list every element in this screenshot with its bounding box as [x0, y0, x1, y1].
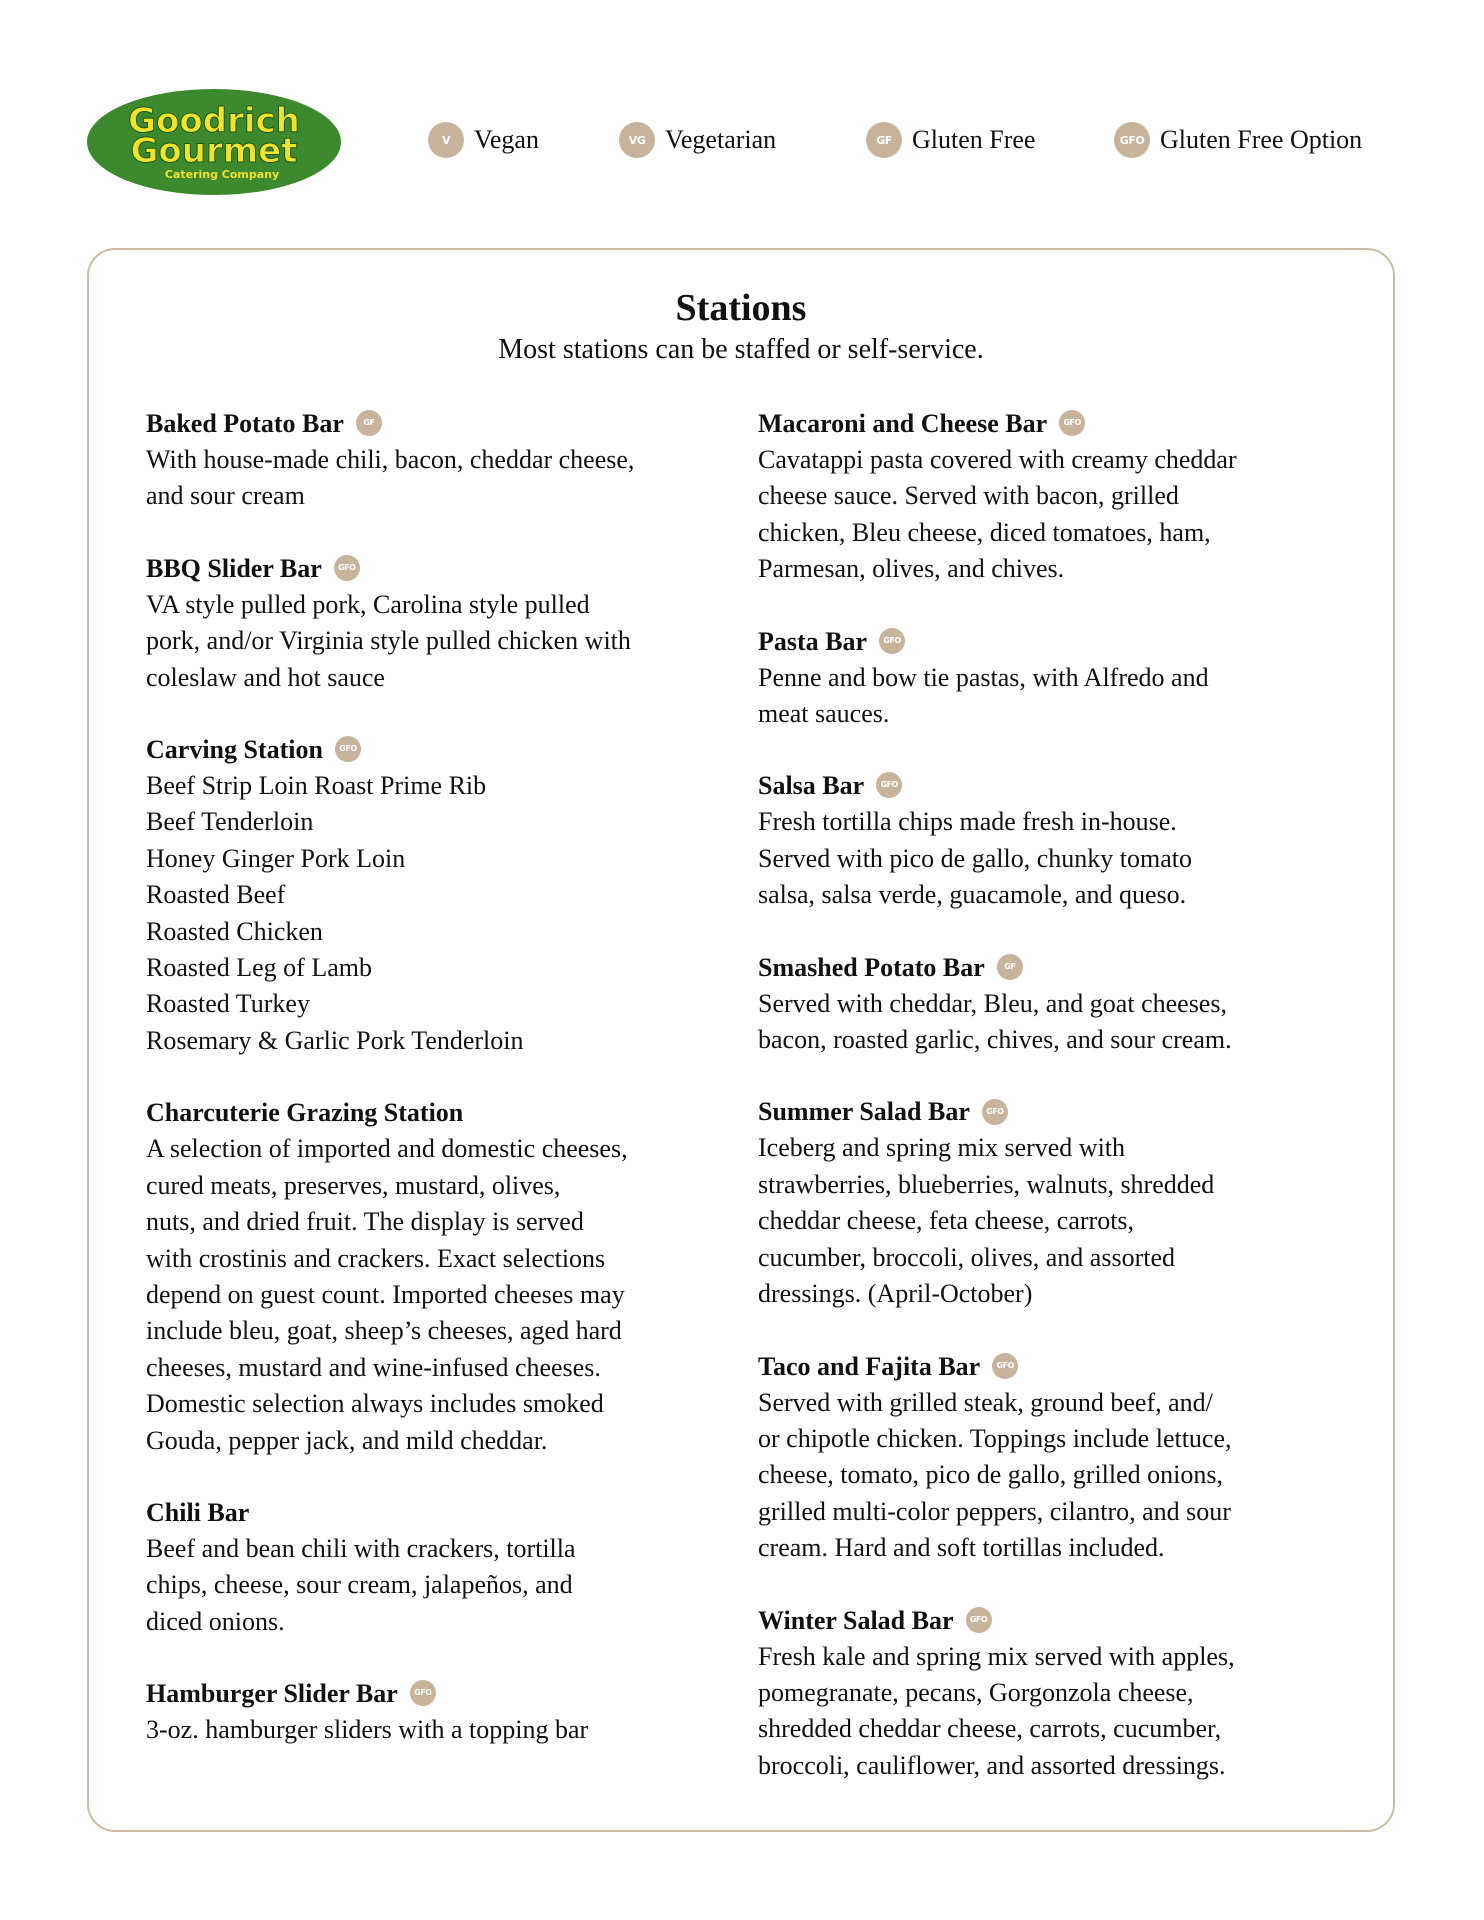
vegan-badge-icon: V	[428, 122, 464, 158]
station-title	[758, 950, 1348, 986]
station-title-text: BBQ Slider Bar	[146, 553, 322, 583]
station-description: Served with cheddar, Bleu, and goat cheeses, bacon, roasted garlic, chives, and sour cream.	[758, 988, 1232, 1055]
station-title-text: Pasta Bar	[758, 626, 868, 656]
gfo-badge-icon: GFO	[876, 772, 902, 798]
station-title	[758, 1094, 1348, 1130]
station-title-text: Charcuterie Grazing Station	[146, 1098, 464, 1128]
station-title	[146, 1676, 721, 1712]
station-title-text: Salsa Bar	[758, 771, 865, 801]
vegetarian-badge-icon: VG	[619, 122, 655, 158]
station-description: Iceberg and spring mix served with strawberries, blueberries, walnuts, shredded cheddar cheese, feta cheese, carrots, cucumber, broccoli, olives, and assorted dressings. (April-October)	[758, 1133, 1215, 1309]
gluten-free-option-badge-icon: GFO	[1114, 122, 1150, 158]
station-description: Fresh kale and spring mix served with apples, pomegranate, pecans, Gorgonzola cheese, shredded cheddar cheese, carrots, cucumber, broccoli, cauliflower, and assorted dressings.	[758, 1641, 1235, 1780]
station-winter-salad-bar	[758, 1603, 1348, 1785]
station-title	[146, 406, 721, 442]
station-description: Served with grilled steak, ground beef, and/ or chipotle chicken. Toppings include lettuce, cheese, tomato, pico de gallo, grilled onions, grilled multi-color peppers, cilantro, and sour cream. Hard and soft tortillas included.	[758, 1387, 1232, 1563]
logo-line2: Gourmet	[130, 131, 298, 171]
station-description: Fresh tortilla chips made fresh in-house. Served with pico de gallo, chunky tomato salsa, salsa verde, guacamole, and queso.	[758, 807, 1192, 910]
station-macaroni-and-cheese-bar	[758, 406, 1348, 588]
carving-item: Beef Tenderloin	[146, 807, 314, 837]
station-taco-and-fajita-bar	[758, 1349, 1348, 1567]
gfo-badge-icon: GFO	[879, 628, 905, 654]
carving-item: Honey Ginger Pork Loin	[146, 843, 406, 873]
station-title-text: Summer Salad Bar	[758, 1097, 970, 1127]
legend-item-gluten-free-option	[1114, 120, 1362, 160]
station-title	[146, 732, 721, 768]
station-smashed-potato-bar	[758, 950, 1348, 1059]
station-bbq-slider-bar	[146, 551, 721, 696]
station-title-text: Smashed Potato Bar	[758, 952, 985, 982]
station-summer-salad-bar	[758, 1094, 1348, 1312]
left-column	[146, 406, 721, 1785]
carving-item: Roasted Beef	[146, 880, 286, 910]
station-title	[758, 624, 1348, 660]
station-title-text: Hamburger Slider Bar	[146, 1679, 398, 1709]
dietary-legend	[0, 120, 1484, 160]
gf-badge-icon: GF	[997, 954, 1023, 980]
station-charcuterie-grazing-station	[146, 1095, 721, 1459]
station-description: A selection of imported and domestic cheeses, cured meats, preserves, mustard, olives, nuts, and dried fruit. The display is served with crostinis and crackers. Exact selections depend on guest count. Imported cheeses may include bleu, goat, sheep’s cheeses, aged hard cheeses, mustard and wine-infused cheeses. Domestic selection always includes smoked Gouda, pepper jack, and mild cheddar.	[146, 1134, 628, 1455]
station-title-text: Taco and Fajita Bar	[758, 1351, 981, 1381]
station-title	[758, 768, 1348, 804]
station-title	[758, 1349, 1348, 1385]
carving-item: Beef Strip Loin Roast Prime Rib	[146, 771, 487, 801]
legend-item-gluten-free	[866, 120, 1035, 160]
station-chili-bar	[146, 1495, 721, 1640]
station-description: Beef and bean chili with crackers, tortilla chips, cheese, sour cream, jalapeños, and diced onions.	[146, 1533, 576, 1636]
station-description: 3-oz. hamburger sliders with a topping bar	[146, 1715, 589, 1745]
legend-label: Gluten Free Option	[1160, 125, 1363, 154]
logo-line1: Goodrich	[128, 101, 300, 141]
station-title	[758, 1603, 1348, 1639]
gfo-badge-icon: GFO	[335, 736, 361, 762]
legend-label: Gluten Free	[912, 125, 1036, 154]
station-title-text: Winter Salad Bar	[758, 1605, 954, 1635]
station-salsa-bar	[758, 768, 1348, 913]
station-title	[146, 551, 721, 587]
gfo-badge-icon: GFO	[966, 1607, 992, 1633]
stations-card	[87, 248, 1395, 1832]
gluten-free-badge-icon: GF	[866, 122, 902, 158]
gfo-badge-icon: GFO	[410, 1680, 436, 1706]
gfo-badge-icon: GFO	[982, 1099, 1008, 1125]
legend-item-vegan	[428, 120, 539, 160]
gfo-badge-icon: GFO	[1059, 410, 1085, 436]
carving-item: Roasted Leg of Lamb	[146, 953, 372, 983]
carving-item: Roasted Turkey	[146, 989, 310, 1019]
station-title-text: Chili Bar	[146, 1497, 250, 1527]
station-title	[758, 406, 1348, 442]
station-title-text: Baked Potato Bar	[146, 409, 344, 438]
gfo-badge-icon: GFO	[992, 1353, 1018, 1379]
station-baked-potato-bar	[146, 406, 721, 515]
station-title	[146, 1495, 721, 1531]
station-pasta-bar	[758, 624, 1348, 733]
station-title-text: Carving Station	[146, 735, 323, 765]
station-description: With house-made chili, bacon, cheddar cheese, and sour cream	[146, 445, 635, 511]
page-title: Stations	[675, 287, 807, 329]
station-description: Cavatappi pasta covered with creamy cheddar cheese sauce. Served with bacon, grilled chicken, Bleu cheese, diced tomatoes, ham, Parmesan, olives, and chives.	[758, 445, 1237, 584]
station-carving-station	[146, 732, 721, 1059]
legend-label: Vegan	[474, 125, 539, 154]
legend-label: Vegetarian	[665, 125, 777, 154]
carving-item: Rosemary & Garlic Pork Tenderloin	[146, 1025, 524, 1055]
station-description: Penne and bow tie pastas, with Alfredo and meat sauces.	[758, 662, 1209, 729]
gf-badge-icon: GF	[356, 410, 382, 436]
carving-item: Roasted Chicken	[146, 916, 323, 946]
station-description: VA style pulled pork, Carolina style pulled pork, and/or Virginia style pulled chicken with coleslaw and hot sauce	[146, 589, 631, 692]
logo-tagline: Catering Company	[164, 168, 280, 181]
station-title	[146, 1095, 721, 1131]
station-title-text: Macaroni and Cheese Bar	[758, 409, 1048, 438]
legend-item-vegetarian	[619, 120, 776, 160]
page-subtitle: Most stations can be staffed or self-service.	[498, 334, 984, 365]
right-column	[758, 406, 1348, 1820]
station-hamburger-slider-bar	[146, 1676, 721, 1748]
gfo-badge-icon: GFO	[334, 555, 360, 581]
